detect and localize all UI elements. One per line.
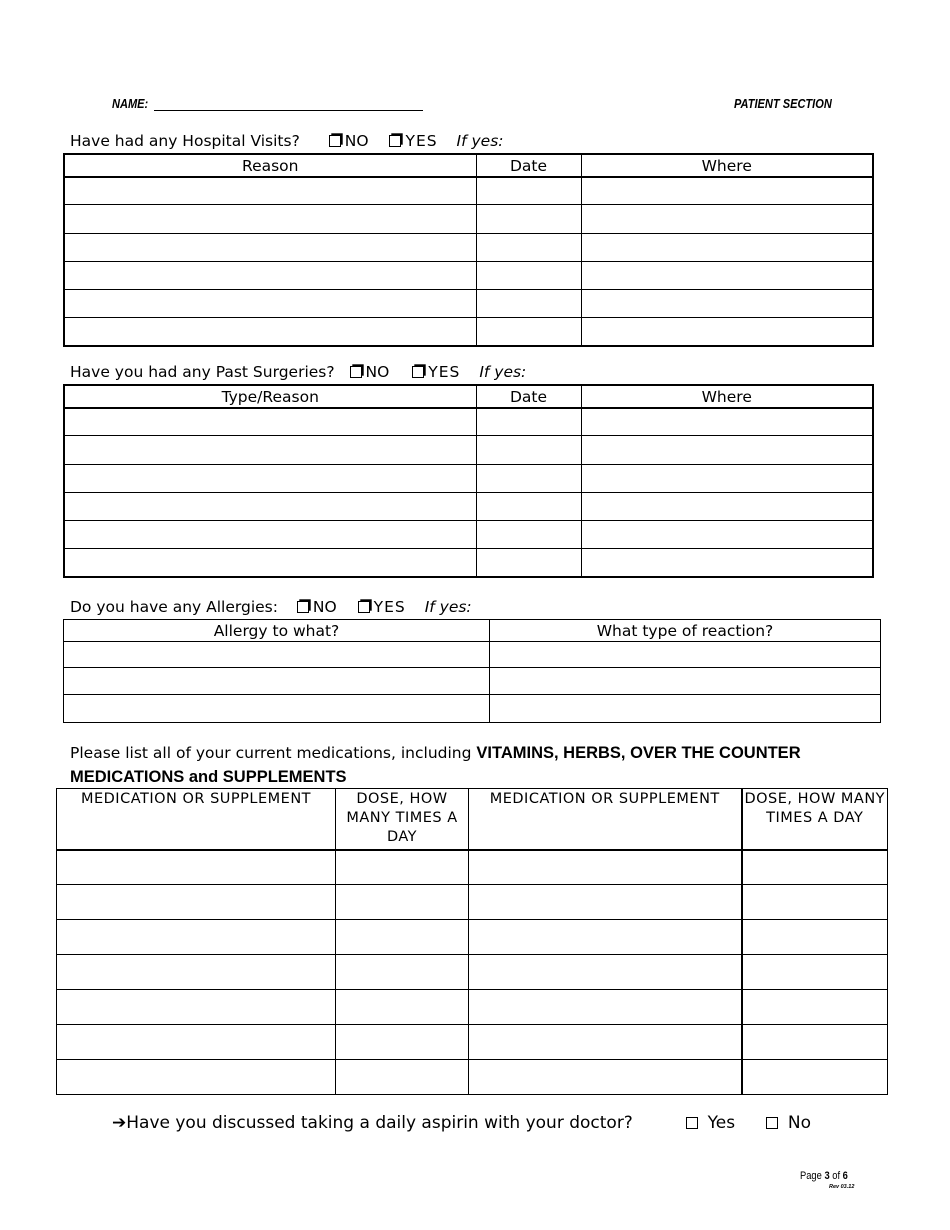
table-row bbox=[64, 261, 873, 289]
hospital-visits-table bbox=[63, 153, 874, 347]
hospital-no-label: NO bbox=[344, 132, 369, 150]
arrow-icon: ➔ bbox=[112, 1113, 127, 1133]
blank-cell[interactable] bbox=[476, 408, 581, 435]
blank-cell[interactable] bbox=[336, 920, 469, 955]
blank-cell[interactable] bbox=[64, 317, 476, 346]
hospital-if-yes: If yes: bbox=[456, 132, 504, 150]
table-row bbox=[64, 668, 881, 695]
blank-cell[interactable] bbox=[490, 642, 881, 668]
blank-cell[interactable] bbox=[64, 520, 476, 548]
col-header-date: Date bbox=[476, 385, 581, 408]
col-header-where: Where bbox=[581, 385, 873, 408]
surgeries-yes-label: YES bbox=[428, 363, 461, 381]
blank-cell[interactable] bbox=[581, 435, 873, 464]
table-row bbox=[64, 695, 881, 723]
blank-cell[interactable] bbox=[64, 668, 490, 695]
blank-cell[interactable] bbox=[469, 920, 742, 955]
medications-intro-text: Please list all of your current medications, including bbox=[70, 744, 477, 762]
table-row bbox=[57, 920, 888, 955]
blank-cell[interactable] bbox=[64, 435, 476, 464]
blank-cell[interactable] bbox=[581, 548, 873, 577]
table-row bbox=[64, 317, 873, 346]
blank-cell[interactable] bbox=[476, 233, 581, 261]
blank-cell[interactable] bbox=[336, 885, 469, 920]
table-row bbox=[57, 885, 888, 920]
table-row bbox=[57, 990, 888, 1025]
col-header-reason: Reason bbox=[64, 154, 476, 177]
blank-cell[interactable] bbox=[742, 920, 888, 955]
blank-cell[interactable] bbox=[469, 1060, 742, 1095]
allergies-yes-checkbox[interactable] bbox=[358, 601, 370, 613]
blank-cell[interactable] bbox=[336, 955, 469, 990]
past-surgeries-table bbox=[63, 384, 874, 578]
blank-cell[interactable] bbox=[476, 177, 581, 204]
table-row bbox=[64, 177, 873, 204]
blank-cell[interactable] bbox=[64, 289, 476, 317]
blank-cell[interactable] bbox=[57, 885, 336, 920]
blank-cell[interactable] bbox=[742, 850, 888, 885]
blank-cell[interactable] bbox=[476, 435, 581, 464]
allergies-table bbox=[63, 619, 881, 723]
col-header-medication-1: MEDICATION OR SUPPLEMENT bbox=[57, 789, 336, 850]
blank-cell[interactable] bbox=[581, 261, 873, 289]
blank-cell[interactable] bbox=[581, 317, 873, 346]
col-header-dose-1: DOSE, HOW MANY TIMES A DAY bbox=[336, 789, 469, 850]
blank-cell[interactable] bbox=[476, 492, 581, 520]
page-total: 6 bbox=[842, 1170, 848, 1182]
col-header-date: Date bbox=[476, 154, 581, 177]
hospital-yes-label: YES bbox=[405, 132, 438, 150]
medications-intro-bold: VITAMINS, HERBS, OVER THE COUNTER MEDICATIONS and SUPPLEMENTS bbox=[70, 744, 801, 786]
blank-cell[interactable] bbox=[64, 548, 476, 577]
blank-cell[interactable] bbox=[476, 204, 581, 233]
allergies-no-checkbox[interactable] bbox=[297, 601, 309, 613]
col-header-reaction: What type of reaction? bbox=[490, 620, 881, 642]
allergies-yes-label: YES bbox=[373, 598, 406, 616]
blank-cell[interactable] bbox=[57, 920, 336, 955]
col-header-where: Where bbox=[581, 154, 873, 177]
blank-cell[interactable] bbox=[57, 850, 336, 885]
aspirin-question-row bbox=[112, 1113, 811, 1133]
table-row bbox=[64, 289, 873, 317]
page-number bbox=[800, 1170, 848, 1182]
table-row bbox=[57, 955, 888, 990]
table-row bbox=[57, 1060, 888, 1095]
blank-cell[interactable] bbox=[490, 695, 881, 723]
allergies-question-row bbox=[70, 598, 472, 616]
blank-cell[interactable] bbox=[57, 1060, 336, 1095]
blank-cell[interactable] bbox=[64, 261, 476, 289]
hospital-question: Have had any Hospital Visits? bbox=[70, 132, 300, 150]
blank-cell[interactable] bbox=[57, 990, 336, 1025]
surgeries-question: Have you had any Past Surgeries? bbox=[70, 363, 335, 381]
blank-cell[interactable] bbox=[476, 261, 581, 289]
hospital-yes-checkbox[interactable] bbox=[389, 135, 401, 147]
blank-cell[interactable] bbox=[336, 850, 469, 885]
table-row bbox=[57, 850, 888, 885]
blank-cell[interactable] bbox=[581, 233, 873, 261]
blank-cell[interactable] bbox=[476, 520, 581, 548]
blank-cell[interactable] bbox=[336, 1025, 469, 1060]
table-row bbox=[57, 1025, 888, 1060]
col-header-allergy: Allergy to what? bbox=[64, 620, 490, 642]
blank-cell[interactable] bbox=[336, 1060, 469, 1095]
blank-cell[interactable] bbox=[64, 233, 476, 261]
blank-cell[interactable] bbox=[581, 289, 873, 317]
table-row bbox=[64, 464, 873, 492]
table-row bbox=[64, 548, 873, 577]
blank-cell[interactable] bbox=[581, 408, 873, 435]
blank-cell[interactable] bbox=[490, 668, 881, 695]
blank-cell[interactable] bbox=[742, 990, 888, 1025]
blank-cell[interactable] bbox=[742, 1060, 888, 1095]
medications-table bbox=[56, 788, 888, 1095]
blank-cell[interactable] bbox=[476, 289, 581, 317]
surgeries-question-row bbox=[70, 363, 526, 381]
table-row bbox=[64, 435, 873, 464]
surgeries-no-label: NO bbox=[365, 363, 390, 381]
col-header-dose-2: DOSE, HOW MANY TIMES A DAY bbox=[742, 789, 888, 850]
blank-cell[interactable] bbox=[581, 204, 873, 233]
blank-cell[interactable] bbox=[469, 885, 742, 920]
revision-label: Rev 03.12 bbox=[829, 1184, 855, 1190]
blank-cell[interactable] bbox=[742, 955, 888, 990]
blank-cell[interactable] bbox=[581, 464, 873, 492]
blank-cell[interactable] bbox=[64, 492, 476, 520]
blank-cell[interactable] bbox=[476, 548, 581, 577]
col-header-type-reason: Type/Reason bbox=[64, 385, 476, 408]
page-of: of bbox=[829, 1170, 843, 1182]
blank-cell[interactable] bbox=[469, 990, 742, 1025]
page-prefix: Page bbox=[800, 1170, 825, 1182]
blank-cell[interactable] bbox=[64, 408, 476, 435]
page-current: 3 bbox=[824, 1170, 830, 1182]
hospital-question-row bbox=[70, 132, 504, 150]
col-header-medication-2: MEDICATION OR SUPPLEMENT bbox=[469, 789, 742, 850]
table-row bbox=[64, 233, 873, 261]
blank-cell[interactable] bbox=[476, 464, 581, 492]
blank-cell[interactable] bbox=[64, 177, 476, 204]
hospital-no-checkbox[interactable] bbox=[329, 135, 341, 147]
surgeries-if-yes: If yes: bbox=[479, 363, 527, 381]
blank-cell[interactable] bbox=[64, 695, 490, 723]
blank-cell[interactable] bbox=[476, 317, 581, 346]
blank-cell[interactable] bbox=[64, 464, 476, 492]
section-label: PATIENT SECTION bbox=[734, 96, 832, 111]
blank-cell[interactable] bbox=[742, 885, 888, 920]
table-row bbox=[64, 520, 873, 548]
allergies-question: Do you have any Allergies: bbox=[70, 598, 278, 616]
blank-cell[interactable] bbox=[57, 1025, 336, 1060]
blank-cell[interactable] bbox=[469, 850, 742, 885]
blank-cell[interactable] bbox=[469, 1025, 742, 1060]
blank-cell[interactable] bbox=[581, 177, 873, 204]
allergies-no-label: NO bbox=[312, 598, 337, 616]
name-label: NAME: bbox=[112, 96, 149, 111]
blank-cell[interactable] bbox=[581, 520, 873, 548]
allergies-if-yes: If yes: bbox=[424, 598, 472, 616]
surgeries-yes-checkbox[interactable] bbox=[412, 366, 424, 378]
table-row bbox=[64, 492, 873, 520]
aspirin-no-label: No bbox=[787, 1113, 812, 1133]
aspirin-yes-checkbox[interactable] bbox=[686, 1117, 698, 1129]
table-row bbox=[64, 408, 873, 435]
blank-cell[interactable] bbox=[64, 204, 476, 233]
aspirin-yes-label: Yes bbox=[707, 1113, 736, 1133]
surgeries-no-checkbox[interactable] bbox=[350, 366, 362, 378]
blank-cell[interactable] bbox=[336, 990, 469, 1025]
aspirin-question: Have you discussed taking a daily aspirin with your doctor? bbox=[126, 1113, 633, 1133]
blank-cell[interactable] bbox=[581, 492, 873, 520]
aspirin-no-checkbox[interactable] bbox=[766, 1117, 778, 1129]
table-row bbox=[64, 642, 881, 668]
blank-cell[interactable] bbox=[469, 955, 742, 990]
table-row bbox=[64, 204, 873, 233]
name-field[interactable] bbox=[154, 110, 423, 111]
blank-cell[interactable] bbox=[64, 642, 490, 668]
blank-cell[interactable] bbox=[57, 955, 336, 990]
blank-cell[interactable] bbox=[742, 1025, 888, 1060]
medications-intro bbox=[70, 741, 900, 789]
